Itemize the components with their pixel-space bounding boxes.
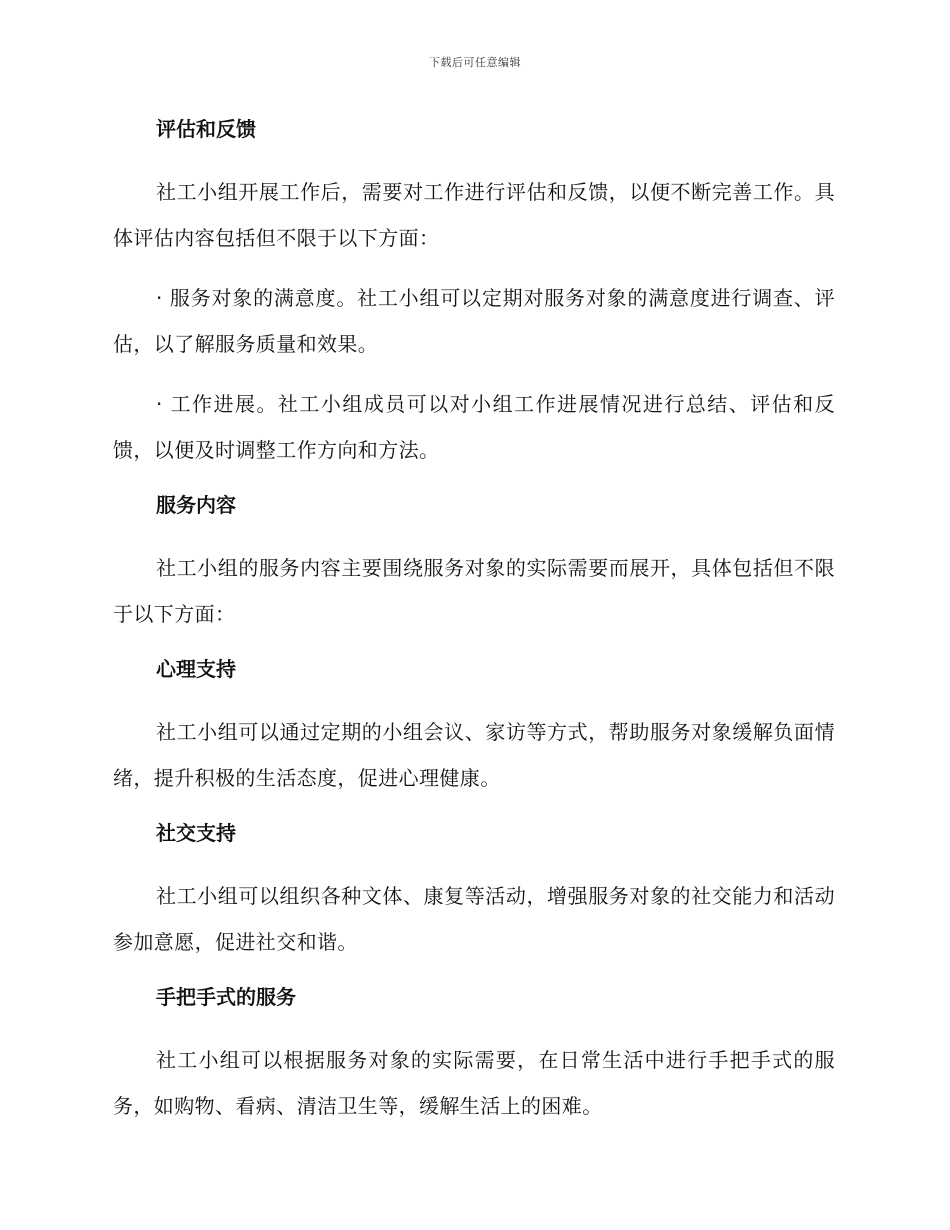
section-heading-evaluation: 评估和反馈 bbox=[156, 117, 256, 141]
section-heading-psychological-support: 心理支持 bbox=[156, 657, 236, 681]
section-heading-service-content: 服务内容 bbox=[156, 493, 236, 517]
section-heading-hands-on-service: 手把手式的服务 bbox=[156, 985, 296, 1009]
paragraph: 社工小组可以通过定期的小组会议、家访等方式，帮助服务对象缓解负面情绪，提升积极的生活态度，促进心理健康。 bbox=[113, 720, 835, 790]
section-heading-social-support: 社交支持 bbox=[156, 821, 236, 845]
paragraph: 社工小组的服务内容主要围绕服务对象的实际需要而展开，具体包括但不限于以下方面： bbox=[113, 556, 835, 626]
paragraph: 社工小组可以组织各种文体、康复等活动，增强服务对象的社交能力和活动参加意愿，促进社交和谐。 bbox=[113, 884, 835, 954]
header-note: 下载后可任意编辑 bbox=[429, 56, 521, 69]
bullet-paragraph: · 服务对象的满意度。社工小组可以定期对服务对象的满意度进行调查、评估，以了解服务质量和效果。 bbox=[113, 286, 835, 356]
bullet-paragraph: · 工作进展。社工小组成员可以对小组工作进展情况进行总结、评估和反馈，以便及时调整工作方向和方法。 bbox=[113, 392, 835, 462]
paragraph: 社工小组可以根据服务对象的实际需要，在日常生活中进行手把手式的服务，如购物、看病、清洁卫生等，缓解生活上的困难。 bbox=[113, 1048, 835, 1118]
document-body bbox=[113, 111, 835, 1143]
paragraph: 社工小组开展工作后，需要对工作进行评估和反馈，以便不断完善工作。具体评估内容包括但不限于以下方面： bbox=[113, 180, 835, 250]
